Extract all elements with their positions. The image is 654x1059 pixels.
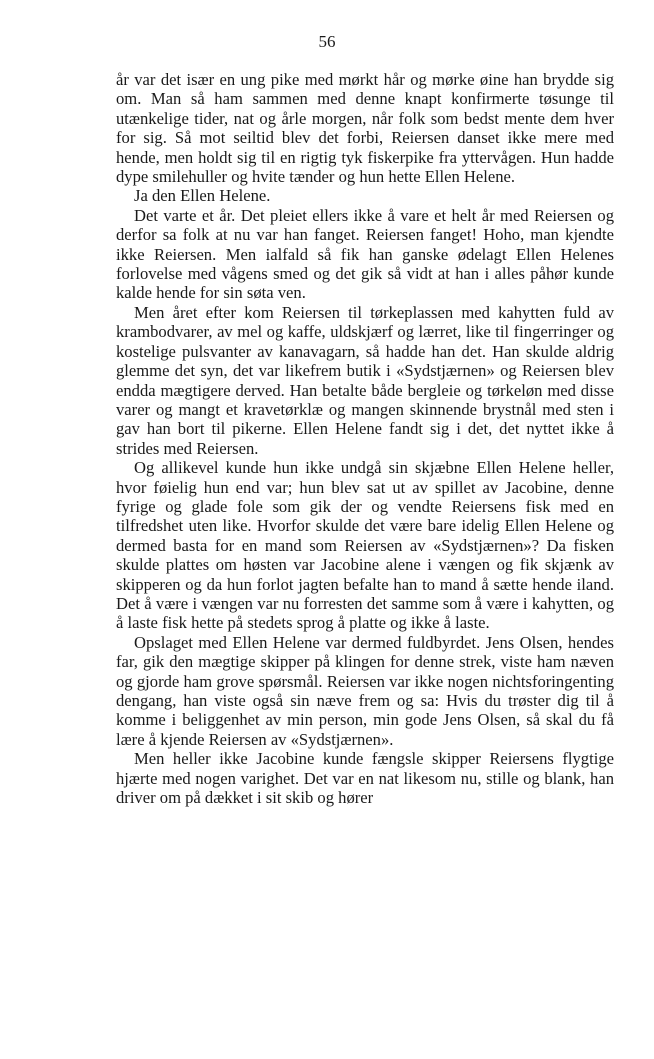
paragraph-3: Det varte et år. Det pleiet ellers ikke å vare et helt år med Reiersen og derfor sa folk at nu var han fanget. Reiersen fanget! Hoho, man kjendte ikke Reiersen. Men ialfald så fik han ganske ødelagt Ellen Helenes forlovelse med vågens smed og det gik så vidt at han i alles påhør kunde kalde hende for sin søta ven. (116, 205, 614, 303)
paragraph-2: Ja den Ellen Helene. (134, 186, 271, 206)
paragraph-7: Men heller ikke Jacobine kunde fængsle skipper Reiersens flygtige hjærte med nogen varighet. Det var en nat likesom nu, stille og blank, han driver om på dækket i sit skib og hører (116, 749, 614, 808)
paragraph-6: Opslaget med Ellen Helene var dermed fuldbyrdet. Jens Olsen, hendes far, gik den mægtige skipper på klingen for denne strek, viste ham næven og gjorde ham grove spørsmål. Reiersen var ikke nogen nichtsforingenting dengang, han viste også sin næve frem og sa: Hvis du trøster dig til å komme i beliggenhet av min person, min gode Jens Olsen, så skal du få lære å kjende Reiersen av «Sydstjærnen». (116, 632, 614, 749)
paragraph-4: Men året efter kom Reiersen til tørkeplassen med kahytten fuld av krambodvarer, av mel og kaffe, uldskjærf og lærret, like til fingerringer og kostelige pulsvanter av kanavagarn, så hadde han det. Han skulde aldrig glemme det syn, det var likefrem butik i «Sydstjærnen» og Reiersen blev endda mægtigere derved. Han betalte både bergleie og tørkeløn med disse varer og mangt et kravetørklæ og mangen skinnende brystnål med sten i gav han bort til pikerne. Ellen Helene fandt sig i det, det nyttet ikke å strides med Reiersen. (116, 302, 614, 458)
paragraph-5: Og allikevel kunde hun ikke undgå sin skjæbne Ellen Helene heller, hvor føielig hun end var; hun blev sat ut av spillet av Jacobine, denne fyrige og glade fole som gik der og vendte Reiersens fisk med en tilfredshet uten like. Hvorfor skulde det være bare idelig Ellen Helene og dermed basta for en mand som Reiersen av «Sydstjærnen»? Da fisken skulde plattes om høsten var Jacobine alene i vængen og fik skjænk av skipperen og da hun forlot jagten befalte han to mand å sætte hende iland. Det å være i vængen var nu forresten det samme som å være i kahytten, og å laste fisk hette på stedets sprog å platte og ikke å laste. (116, 458, 614, 633)
page-number: 56 (318, 32, 336, 51)
body-text (116, 70, 614, 807)
paragraph-1: år var det især en ung pike med mørkt hår og mørke øine han brydde sig om. Man så ham sammen med denne knapt konfirmerte tøsunge til utænkelige tider, nat og årle morgen, når folk som bedst mente dem hver for sig. Så mot seiltid blev det forbi, Reiersen danset ikke mere med hende, men holdt sig til en rigtig tyk fiskerpike fra yttervågen. Hun hadde dype smilehuller og hvite tænder og hun hette Ellen Helene. (116, 70, 614, 187)
